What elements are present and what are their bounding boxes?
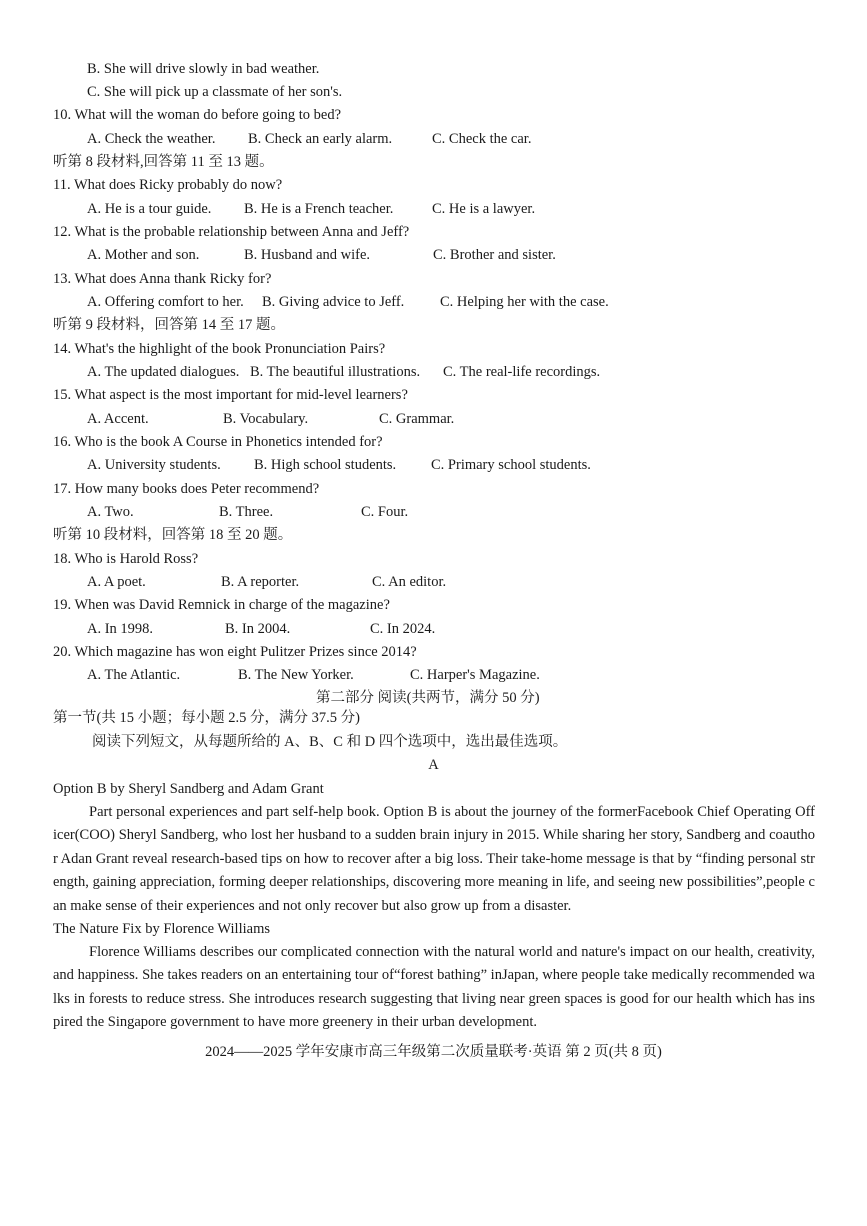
q20-option-b: B. The New Yorker.	[238, 667, 354, 683]
question-17: 17. How many books does Peter recommend?	[53, 481, 320, 497]
q16-option-b: B. High school students.	[254, 457, 397, 473]
section-instruction-10: 听第 10 段材料，回答第 18 至 20 题。	[53, 527, 293, 543]
page-footer: 2024——2025 学年安康市高三年级第二次质量联考·英语 第 2 页(共 8 页)	[205, 1044, 662, 1060]
question-12: 12. What is the probable relationship between Anna and Jeff?	[53, 224, 410, 240]
question-20: 20. Which magazine has won eight Pulitzer Prizes since 2014?	[53, 644, 417, 660]
section-instruction-9: 听第 9 段材料，回答第 14 至 17 题。	[53, 317, 285, 333]
part-one-header: 第一节(共 15 小题；每小题 2.5 分，满分 37.5 分)	[53, 710, 360, 726]
q12-option-a: A. Mother and son.	[87, 247, 200, 263]
q14-option-c: C. The real-life recordings.	[443, 364, 601, 380]
q18-option-a: A. A poet.	[87, 574, 146, 590]
q17-option-c: C. Four.	[361, 504, 409, 520]
q10-option-c: C. Check the car.	[432, 131, 532, 147]
q11-option-c: C. He is a lawyer.	[432, 201, 536, 217]
question-14: 14. What's the highlight of the book Pronunciation Pairs?	[53, 341, 386, 357]
q15-option-c: C. Grammar.	[379, 411, 455, 427]
q13-option-b: B. Giving advice to Jeff.	[262, 294, 405, 310]
q19-option-b: B. In 2004.	[225, 621, 291, 637]
q11-option-b: B. He is a French teacher.	[244, 201, 394, 217]
question-18: 18. Who is Harold Ross?	[53, 551, 199, 567]
q13-option-c: C. Helping her with the case.	[440, 294, 609, 310]
q16-option-a: A. University students.	[87, 457, 221, 473]
paragraph-nature-fix: Florence Williams describes our complicated connection with the natural world and nature's impact on our health, creativity, and happiness. She takes readers on an entertaining tour of“forest bathing” inJapan, where people take medically recommended walks in forests to reduce stress. She introduces research suggesting that living near green spaces is good for our health which has inspired the Singapore government to have more greenery in their urban development.	[53, 944, 815, 1031]
q17-option-a: A. Two.	[87, 504, 134, 520]
q13-option-a: A. Offering comfort to her.	[87, 294, 244, 310]
q12-option-b: B. Husband and wife.	[244, 247, 371, 263]
question-15: 15. What aspect is the most important for mid-level learners?	[53, 387, 408, 403]
section-title: 第二部分 阅读(共两节，满分 50 分)	[316, 690, 540, 706]
book-title-option-b: Option B by Sheryl Sandberg and Adam Grant	[53, 781, 324, 797]
question-11: 11. What does Ricky probably do now?	[53, 177, 283, 193]
q9-option-b: B. She will drive slowly in bad weather.	[87, 61, 320, 77]
q19-option-a: A. In 1998.	[87, 621, 154, 637]
passage-label: A	[428, 757, 439, 773]
q18-option-c: C. An editor.	[372, 574, 447, 590]
q15-option-a: A. Accent.	[87, 411, 149, 427]
q14-option-b: B. The beautiful illustrations.	[250, 364, 421, 380]
q10-option-b: B. Check an early alarm.	[248, 131, 393, 147]
section-instruction-8: 听第 8 段材料,回答第 11 至 13 题。	[53, 154, 274, 170]
q10-option-a: A. Check the weather.	[87, 131, 216, 147]
q19-option-c: C. In 2024.	[370, 621, 436, 637]
q11-option-a: A. He is a tour guide.	[87, 201, 212, 217]
q12-option-c: C. Brother and sister.	[433, 247, 556, 263]
question-16: 16. Who is the book A Course in Phonetics intended for?	[53, 434, 383, 450]
q15-option-b: B. Vocabulary.	[223, 411, 309, 427]
q20-option-a: A. The Atlantic.	[87, 667, 181, 683]
q20-option-c: C. Harper's Magazine.	[410, 667, 540, 683]
paragraph-option-b: Part personal experiences and part self-help book. Option B is about the journey of the formerFacebook Chief Operating Officer(COO) Sheryl Sandberg, who lost her husband to a sudden brain injury in 2015. While sharing her story, Sandberg and coauthor Adan Grant reveal research-based tips on how to recover after a big loss. Their take-home message is that by “finding personal strength, gaining appreciation, forming deeper relationships, discovering more meaning in life, and seeing new possibilities”,people can make sense of their experiences and not only recover but also grow up from a disaster.	[53, 804, 815, 914]
q16-option-c: C. Primary school students.	[431, 457, 591, 473]
book-title-nature-fix: The Nature Fix by Florence Williams	[53, 921, 271, 937]
q9-option-c: C. She will pick up a classmate of her son's.	[87, 84, 343, 100]
q17-option-b: B. Three.	[219, 504, 274, 520]
reading-instruction: 阅读下列短文，从每题所给的 A、B、C 和 D 四个选项中，选出最佳选项。	[92, 734, 568, 750]
question-10: 10. What will the woman do before going to bed?	[53, 107, 342, 123]
q14-option-a: A. The updated dialogues.	[87, 364, 240, 380]
question-13: 13. What does Anna thank Ricky for?	[53, 271, 272, 287]
question-19: 19. When was David Remnick in charge of the magazine?	[53, 597, 390, 613]
q18-option-b: B. A reporter.	[221, 574, 300, 590]
